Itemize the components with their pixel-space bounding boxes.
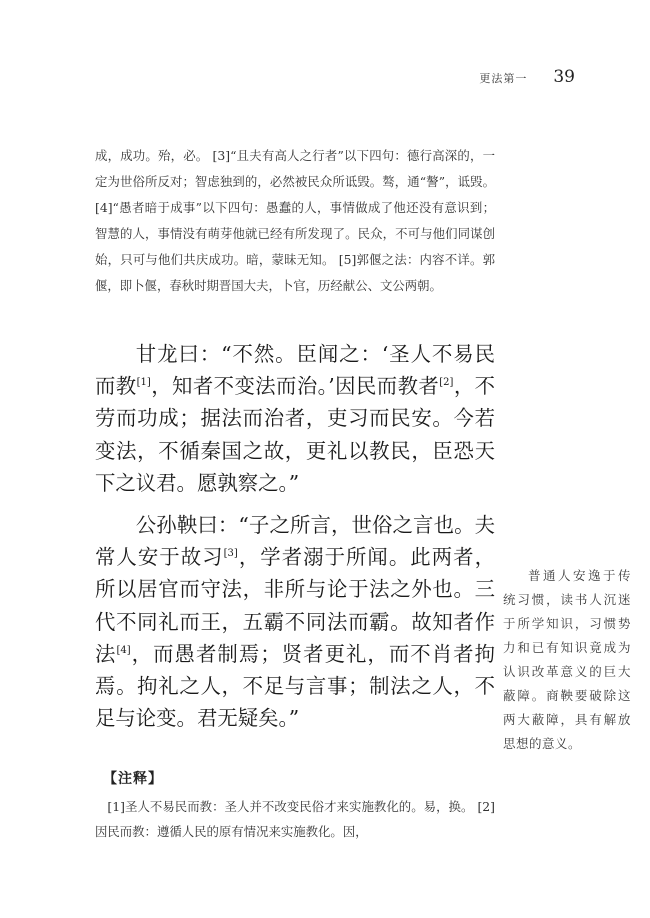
text-segment: 甘龙曰：“不然。臣闻之：‘圣人不易民而教 (95, 342, 495, 399)
running-title: 更法第一 (479, 72, 528, 85)
margin-commentary: 普通人安逸于传统习惯，读书人沉迷于所学知识，习惯势力和已有知识竟成为认识改革意义的巨大蔽障。商鞅要破除这两大蔽障，具有解放思想的意义。 (503, 568, 631, 751)
footnote-ref-2[interactable]: [2] (439, 377, 454, 389)
text-segment: ，知者不变法而治。’因民而教者 (150, 374, 440, 399)
notes-continued-text: 成，成功。殆，必。 [3]“且夫有高人之行者”以下四句：德行高深的，一定为世俗所反对；智虑独到的，必然被民众所诋毁。骜，通“謷”，诋毁。 [4]“愚者暗于成事”以下四句：愚蠢的人，事情做成了他还没有意识到；智慧的人，事情没有萌芽他就已经有所发现了。民众，不可与他们同谋创始，只可与他们共庆成功。暗，蒙昧无知。 [5]郭偃之法：内容不详。郭偃，即卜偃，春秋时期晋国大夫，卜官，历经献公、文公两朝。 (95, 148, 495, 293)
notes-continued (95, 143, 495, 299)
main-paragraph-1 (95, 338, 495, 499)
text-segment: ，学者溺于所闻。此两者，所以居官而守法，非所与论于法之外也。三代不同礼而王，五霸不同法而霸。故知者作法 (95, 545, 495, 666)
main-text (95, 338, 495, 744)
text-segment: ，而愚者制焉；贤者更礼，而不肖者拘焉。拘礼之人，不足与言事；制法之人，不足与论变。君无疑矣。” (95, 641, 496, 731)
text-segment: 公孙鞅曰：“子之所言，世俗之言也。夫常人安于故习 (95, 513, 495, 570)
text-segment: ，不劳而功成；据法而治者，吏习而民安。今若变法，不循秦国之故，更礼以教民，臣恐天下之议君。愿孰察之。” (95, 374, 496, 495)
page-number: 39 (553, 67, 575, 87)
footnote-ref-1[interactable]: [1] (136, 377, 151, 389)
main-paragraph-2 (95, 509, 495, 734)
footnote-ref-4[interactable]: [4] (116, 645, 131, 657)
notes-section (95, 794, 495, 844)
footnote-ref-3[interactable]: [3] (223, 548, 238, 560)
notes-heading: 【注释】 (103, 771, 163, 787)
page-header (300, 67, 575, 93)
notes-text: [1]圣人不易民而教：圣人并不改变民俗才来实施教化的。易，换。 [2]因民而教：遵循人民的原有情况来实施教化。因， (95, 799, 495, 839)
